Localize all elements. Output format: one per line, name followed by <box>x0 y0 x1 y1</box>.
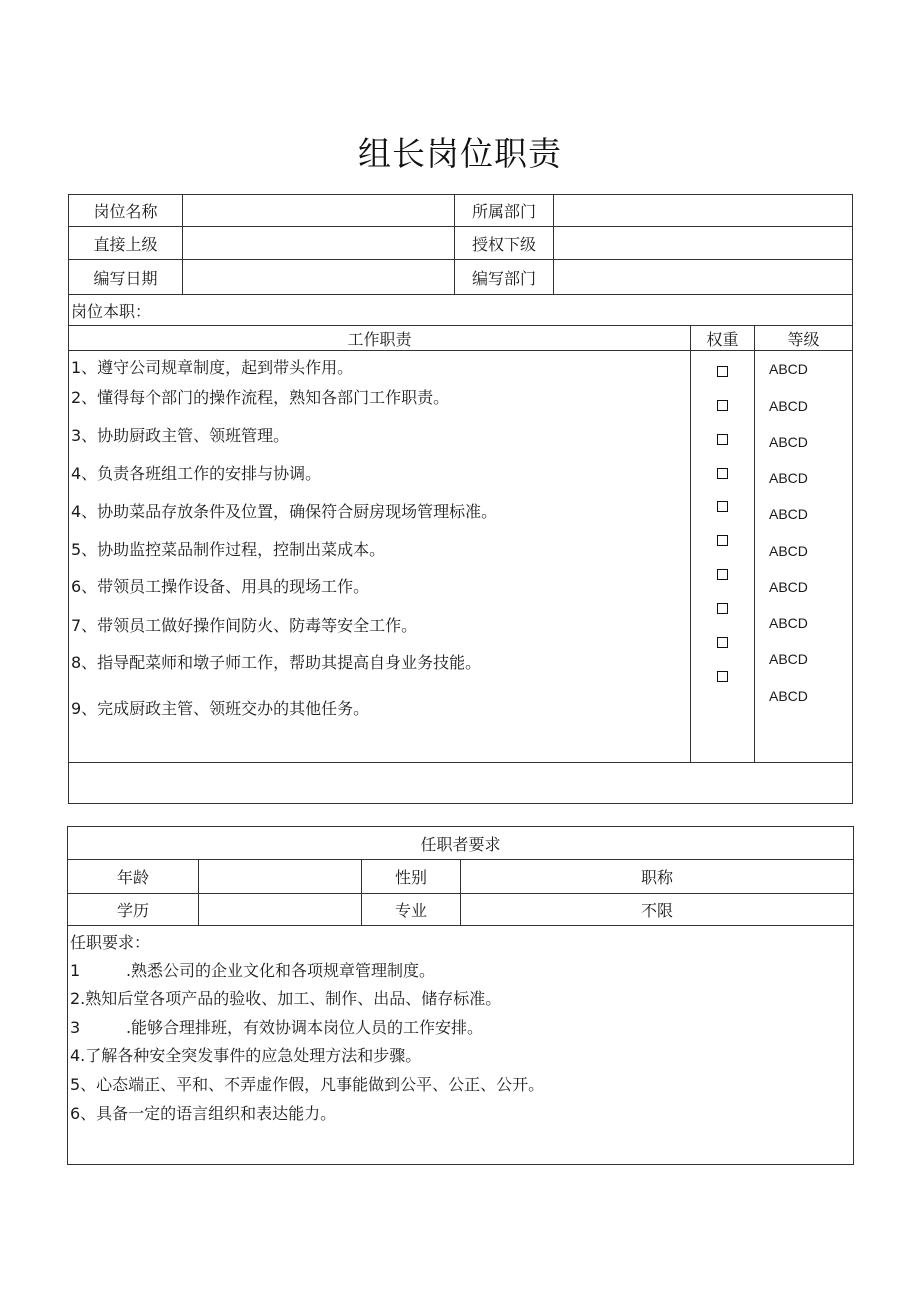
duty-item: 1、遵守公司规章制度，起到带头作用。 <box>71 358 354 377</box>
requirements-section-label: 任职要求： <box>70 933 151 952</box>
weight-checkbox[interactable] <box>717 501 728 512</box>
grade-value: ABCD <box>769 615 808 631</box>
age-field[interactable] <box>199 860 362 894</box>
grade-value: ABCD <box>769 398 808 414</box>
education-field[interactable] <box>199 894 362 926</box>
requirement-item: 2.熟知后堂各项产品的验收、加工、制作、出品、储存标准。 <box>70 989 502 1008</box>
requirements-header: 任职者要求 <box>68 827 854 860</box>
grade-value: ABCD <box>769 470 808 486</box>
requirement-item: 3 .能够合理排班，有效协调本岗位人员的工作安排。 <box>70 1018 484 1037</box>
weight-checkbox[interactable] <box>717 671 728 682</box>
requirement-item: 5、心态端正、平和、不弄虚作假，凡事能做到公平、公正、公开。 <box>70 1075 545 1094</box>
weight-column <box>691 351 755 763</box>
duty-section-label: 岗位本职： <box>69 295 853 326</box>
duty-item: 7、带领员工做好操作间防火、防毒等安全工作。 <box>71 616 418 635</box>
age-label: 年龄 <box>68 860 199 894</box>
education-label: 学历 <box>68 894 199 926</box>
requirement-item: 4.了解各种安全突发事件的应急处理方法和步骤。 <box>70 1046 422 1065</box>
duty-item: 8、指导配菜师和墩子师工作，帮助其提高自身业务技能。 <box>71 653 482 672</box>
date-field[interactable] <box>183 260 455 295</box>
col-weight-header: 权重 <box>691 326 755 351</box>
remarks-row <box>69 763 853 804</box>
page-title: 组长岗位职责 <box>358 134 562 173</box>
duty-item: 4、协助菜品存放条件及位置，确保符合厨房现场管理标准。 <box>71 502 498 521</box>
duty-list <box>69 351 691 763</box>
major-value: 不限 <box>461 894 854 926</box>
duty-item: 6、带领员工操作设备、用具的现场工作。 <box>71 577 370 596</box>
subordinate-field[interactable] <box>554 227 853 260</box>
duty-item: 5、协助监控菜品制作过程，控制出菜成本。 <box>71 540 386 559</box>
gender-label: 性别 <box>362 860 461 894</box>
grade-column <box>755 351 853 763</box>
weight-checkbox[interactable] <box>717 637 728 648</box>
requirement-item: 1 .熟悉公司的企业文化和各项规章管理制度。 <box>70 961 436 980</box>
requirements-body <box>68 926 854 1165</box>
superior-label: 直接上级 <box>69 227 183 260</box>
position-name-label: 岗位名称 <box>69 195 183 227</box>
requirement-item: 6、具备一定的语言组织和表达能力。 <box>70 1104 337 1123</box>
grade-value: ABCD <box>769 543 808 559</box>
duty-item: 2、懂得每个部门的操作流程，熟知各部门工作职责。 <box>71 388 450 407</box>
grade-value: ABCD <box>769 651 808 667</box>
weight-checkbox[interactable] <box>717 535 728 546</box>
duty-item: 3、协助厨政主管、领班管理。 <box>71 426 290 445</box>
position-name-field[interactable] <box>183 195 455 227</box>
weight-checkbox[interactable] <box>717 400 728 411</box>
date-label: 编写日期 <box>69 260 183 295</box>
department-label: 所属部门 <box>455 195 554 227</box>
writing-dept-label: 编写部门 <box>455 260 554 295</box>
weight-checkbox[interactable] <box>717 468 728 479</box>
weight-checkbox[interactable] <box>717 603 728 614</box>
grade-value: ABCD <box>769 506 808 522</box>
writing-dept-field[interactable] <box>554 260 853 295</box>
job-duty-table <box>68 194 853 804</box>
title-label: 职称 <box>461 860 854 894</box>
grade-value: ABCD <box>769 434 808 450</box>
duty-item: 4、负责各班组工作的安排与协调。 <box>71 464 322 483</box>
department-field[interactable] <box>554 195 853 227</box>
weight-checkbox[interactable] <box>717 366 728 377</box>
col-duty-header: 工作职责 <box>69 326 691 351</box>
subordinate-label: 授权下级 <box>455 227 554 260</box>
duty-item: 9、完成厨政主管、领班交办的其他任务。 <box>71 699 370 718</box>
grade-value: ABCD <box>769 688 808 704</box>
weight-checkbox[interactable] <box>717 434 728 445</box>
grade-value: ABCD <box>769 361 808 377</box>
major-label: 专业 <box>362 894 461 926</box>
requirements-table <box>67 826 854 1165</box>
col-grade-header: 等级 <box>755 326 853 351</box>
grade-value: ABCD <box>769 579 808 595</box>
weight-checkbox[interactable] <box>717 569 728 580</box>
superior-field[interactable] <box>183 227 455 260</box>
